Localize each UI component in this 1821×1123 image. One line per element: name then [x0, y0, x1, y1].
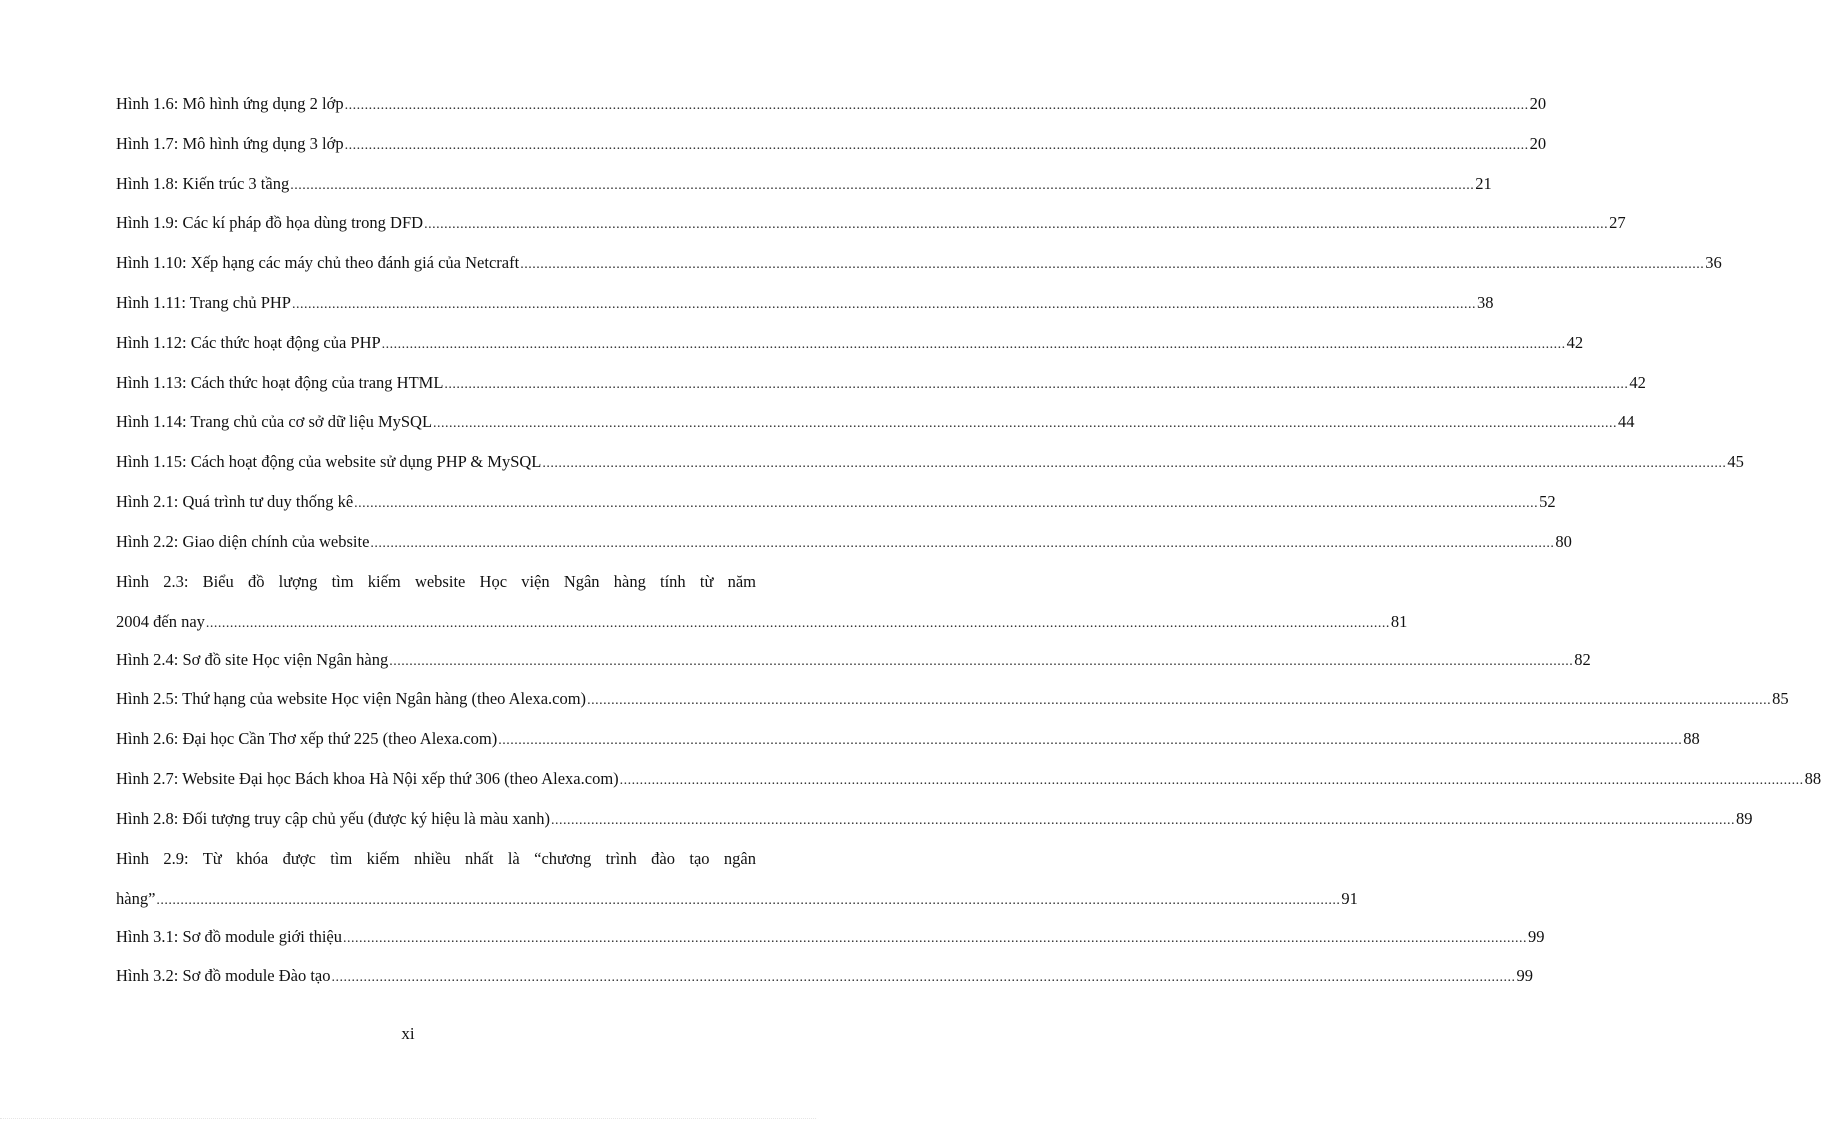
toc-entry-row: [116, 649, 1591, 670]
toc-entry-caption: Hình 1.11: Trang chủ PHP: [116, 293, 291, 312]
toc-entry[interactable]: [116, 293, 1494, 313]
toc-entry-caption: Hình 1.8: Kiến trúc 3 tầng: [116, 173, 290, 193]
dot-leader: [354, 494, 1538, 514]
toc-entry-page-number: 27: [1609, 213, 1626, 233]
toc-entry-caption: Hình 1.7: Mô hình ứng dụng 3 lớp: [116, 133, 344, 153]
toc-entry-page-number: 38: [1476, 293, 1494, 312]
toc-entry-page-number: 99: [1516, 966, 1533, 986]
toc-entry[interactable]: [116, 966, 1533, 986]
toc-entry-page-number: 85: [1772, 689, 1789, 709]
toc-entry-page-number: 36: [1705, 253, 1722, 273]
dot-leader: [206, 614, 1390, 634]
toc-entry[interactable]: [116, 452, 1744, 472]
toc-entry-caption: 2004 đến nay: [116, 611, 205, 631]
dot-leader: [332, 968, 1516, 988]
toc-entry-row: [116, 769, 1821, 789]
toc-entry-row: [116, 492, 1556, 512]
toc-entry[interactable]: [116, 133, 1547, 154]
dot-leader: [389, 652, 1573, 672]
toc-entry-row: [116, 808, 1753, 829]
page-number-footer: xi: [401, 1024, 415, 1043]
toc-entry-row: [116, 452, 1744, 472]
toc-entry-caption: Hình 1.15: Cách hoạt động của website sử dụng PHP & MySQL: [116, 452, 542, 472]
toc-entry[interactable]: [116, 769, 1821, 789]
toc-entry-row: [116, 689, 1789, 709]
toc-entry[interactable]: [116, 253, 1722, 273]
toc-entry-caption: Hình 1.10: Xếp hạng các máy chủ theo đánh giá của Netcraft: [116, 253, 520, 273]
toc-entry[interactable]: [116, 808, 1753, 829]
toc-entry-row: [116, 332, 1584, 353]
toc-entry[interactable]: [116, 173, 1492, 194]
toc-entry-row: [116, 253, 1722, 273]
toc-entry-row: [116, 213, 1626, 233]
toc-entry[interactable]: [116, 332, 1584, 353]
toc-entry[interactable]: [116, 213, 1626, 233]
toc-entry-caption: Hình 2.6: Đại học Cần Thơ xếp thứ 225 (theo Alexa.com): [116, 729, 498, 749]
dot-leader: [156, 891, 1340, 911]
toc-entry-row: [116, 888, 1358, 909]
toc-entry[interactable]: [116, 372, 1646, 393]
toc-entry-row: [116, 372, 1646, 393]
toc-entry-caption: Hình 2.5: Thứ hạng của website Học viện Ngân hàng (theo Alexa.com): [116, 689, 587, 709]
toc-entry[interactable]: [116, 571, 1408, 632]
toc-entry[interactable]: [116, 689, 1789, 709]
toc-entry-caption: Hình 2.1: Quá trình tư duy thống kê: [116, 492, 354, 511]
dot-leader: [551, 811, 1735, 831]
dot-leader: [292, 295, 1476, 315]
dot-leader: [290, 176, 1474, 196]
toc-entry-caption: Hình 3.2: Sơ đồ module Đào tạo: [116, 966, 331, 986]
toc-entry-page-number: 42: [1566, 332, 1584, 352]
dot-leader: [345, 136, 1529, 156]
toc-entry-caption: Hình 1.9: Các kí pháp đồ họa dùng trong DFD: [116, 213, 424, 233]
toc-entry-caption: Hình 2.7: Website Đại học Bách khoa Hà Nội xếp thứ 306 (theo Alexa.com): [116, 769, 619, 788]
dot-leader: [520, 255, 1704, 275]
dot-leader: [382, 335, 1566, 355]
toc-entry-page-number: 80: [1555, 531, 1572, 551]
toc-entry-page-number: 20: [1529, 133, 1547, 153]
toc-entry-row: [116, 966, 1533, 986]
toc-entry-row: [116, 531, 1572, 552]
bottom-rule: [0, 1118, 816, 1119]
toc-entry-caption: Hình 2.2: Giao diện chính của website: [116, 531, 370, 551]
toc-entry[interactable]: [116, 729, 1700, 749]
toc-entry[interactable]: [116, 848, 1358, 909]
toc-entry[interactable]: [116, 531, 1572, 552]
toc-entry-row: [116, 926, 1545, 947]
toc-entry-page-number: 89: [1736, 808, 1753, 828]
toc-entry-page-number: 42: [1629, 372, 1646, 392]
toc-entry-row: [116, 94, 1547, 114]
toc-entry-caption: Hình 3.1: Sơ đồ module giới thiệu: [116, 926, 342, 946]
toc-entry-caption: Hình 1.13: Cách thức hoạt động của trang HTML: [116, 372, 444, 392]
toc-entry-caption-line1: Hình 2.9: Từ khóa được tìm kiếm nhiều nhất là “chương trình đào tạo ngân: [116, 848, 756, 868]
toc-entry-row: [116, 412, 1635, 432]
toc-entry-page-number: 45: [1727, 452, 1744, 472]
toc-entry-page-number: 52: [1539, 492, 1556, 511]
toc-entry-row: [116, 729, 1700, 749]
toc-entry-page-number: 44: [1618, 412, 1635, 432]
toc-entry-row: [116, 293, 1494, 313]
toc-entry-page-number: 88: [1683, 729, 1700, 749]
toc-entry-caption: Hình 1.6: Mô hình ứng dụng 2 lớp: [116, 94, 344, 113]
toc-entry-caption-line1: Hình 2.3: Biểu đồ lượng tìm kiếm website Học viện Ngân hàng tính từ năm: [116, 571, 756, 591]
toc-entry-page-number: 88: [1804, 769, 1821, 788]
toc-entry-caption: Hình 2.4: Sơ đồ site Học viện Ngân hàng: [116, 649, 389, 669]
toc-entry[interactable]: [116, 412, 1635, 432]
dot-leader: [444, 375, 1628, 395]
toc-entry-row: [116, 133, 1547, 154]
toc-entry-page-number: 81: [1390, 611, 1408, 631]
toc-entry-row: [116, 611, 1408, 632]
toc-entry-caption: Hình 1.12: Các thức hoạt động của PHP: [116, 332, 381, 352]
dot-leader: [343, 929, 1527, 949]
dot-leader: [424, 215, 1608, 235]
dot-leader: [620, 771, 1804, 791]
toc-entry[interactable]: [116, 649, 1591, 670]
toc-entry-page-number: 99: [1528, 926, 1545, 946]
dot-leader: [587, 691, 1771, 711]
toc-entry-row: [116, 173, 1492, 194]
toc-entry-page-number: 21: [1475, 173, 1492, 193]
toc-entry-caption: hàng”: [116, 888, 156, 908]
toc-entry-page-number: 20: [1529, 94, 1547, 113]
dot-leader: [433, 414, 1617, 434]
toc-entry[interactable]: [116, 94, 1547, 114]
toc-entry[interactable]: [116, 492, 1556, 512]
toc-entry-page-number: 91: [1341, 888, 1358, 908]
dot-leader: [345, 96, 1529, 116]
toc-entry-caption: Hình 1.14: Trang chủ của cơ sở dữ liệu MySQL: [116, 412, 433, 432]
toc-entry[interactable]: [116, 926, 1545, 947]
toc-entry-page-number: 82: [1574, 649, 1591, 669]
dot-leader: [542, 454, 1726, 474]
dot-leader: [370, 534, 1554, 554]
dot-leader: [498, 731, 1682, 751]
toc-entry-caption: Hình 2.8: Đối tượng truy cập chủ yếu (được ký hiệu là màu xanh): [116, 808, 550, 828]
